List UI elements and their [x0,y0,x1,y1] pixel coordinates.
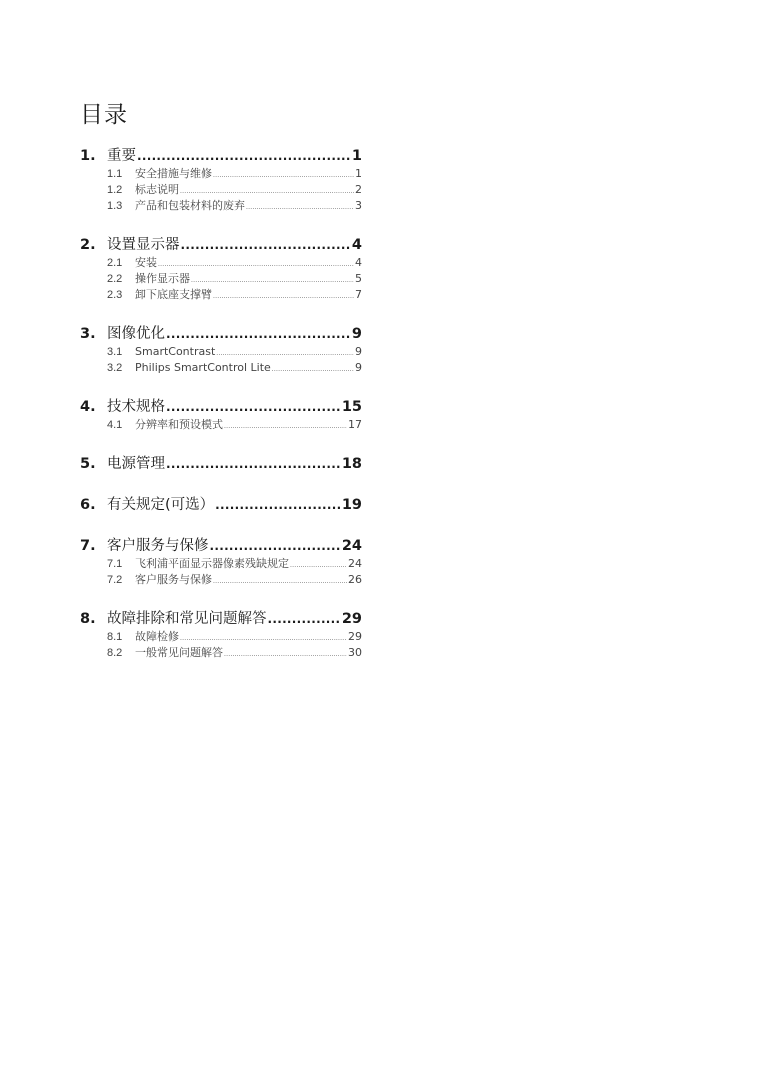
toc-entry[interactable] [80,536,362,556]
toc-subentry-page: 30 [348,646,362,659]
toc-subentry[interactable] [80,344,362,360]
toc-entry-page: 4 [351,237,362,253]
toc-entry[interactable] [80,454,362,474]
toc-subentry-number: 1.3 [107,200,123,212]
dot-leader [137,146,351,166]
dot-leader [213,289,354,305]
dot-leader [166,397,341,417]
toc-subentry[interactable] [80,645,362,661]
toc-entry[interactable] [80,146,362,166]
toc-entry-number: 5. [80,456,96,472]
toc-entry-number: 8. [80,611,96,627]
toc-entry[interactable] [80,609,362,629]
toc-subentry-number: 2.3 [107,289,123,301]
toc-subentry-title: Philips SmartControl Lite [135,361,271,374]
toc-entry-number: 6. [80,497,96,513]
toc-entry-title: 技术规格 [107,399,165,415]
toc-subentry-page: 3 [355,199,362,212]
toc-entry-title: 设置显示器 [107,237,180,253]
dot-leader [272,362,354,378]
toc-subentry-page: 9 [355,361,362,374]
toc-section [80,454,362,474]
toc-subentry-page: 26 [348,573,362,586]
toc-entry-page: 9 [351,326,362,342]
toc-subentry-title: 分辨率和预设模式 [135,418,223,431]
toc-subentry-title: 标志说明 [135,183,179,196]
toc-subentry-title: 安装 [135,256,157,269]
dot-leader [191,273,354,289]
toc-subentry-page: 7 [355,288,362,301]
toc-section [80,324,362,376]
dot-leader [246,200,354,216]
toc-section [80,146,362,214]
dot-leader [290,558,347,574]
toc-section [80,397,362,433]
toc-subentry[interactable] [80,287,362,303]
toc-subentry-number: 2.1 [107,257,123,269]
toc-subentry-title: SmartContrast [135,345,216,358]
toc-subentry-page: 24 [348,557,362,570]
toc-entry-number: 7. [80,538,96,554]
toc-subentry[interactable] [80,417,362,433]
toc-section [80,609,362,661]
toc-subentry-page: 1 [355,167,362,180]
toc-entry-title: 故障排除和常见问题解答 [107,611,267,627]
dot-leader [213,574,347,590]
dot-leader [215,495,341,515]
toc-entry-number: 2. [80,237,96,253]
toc-section [80,495,362,515]
toc-subentry-title: 故障检修 [135,630,179,643]
toc-subentry-number: 8.2 [107,647,123,659]
toc-entry-page: 18 [341,456,362,472]
toc-subentry-page: 9 [355,345,362,358]
toc-section [80,536,362,588]
toc-subentry-number: 7.1 [107,558,123,570]
toc-subentry[interactable] [80,629,362,645]
dot-leader [224,419,347,435]
toc-subentry-number: 3.2 [107,362,123,374]
toc-subentry-title: 产品和包装材料的废弃 [135,199,245,212]
toc-entry-title: 重要 [107,148,136,164]
toc-subentry-page: 2 [355,183,362,196]
toc-subentry-number: 8.1 [107,631,123,643]
toc-subentry-number: 1.2 [107,184,123,196]
toc-section [80,235,362,303]
toc-subentry-title: 飞利浦平面显示器像素残缺规定 [135,557,289,570]
toc-subentry-title: 操作显示器 [135,272,190,285]
toc-entry-page: 29 [341,611,362,627]
toc-entry[interactable] [80,397,362,417]
toc-subentry-title: 一般常见问题解答 [135,646,223,659]
toc-subentry[interactable] [80,255,362,271]
toc-subentry[interactable] [80,360,362,376]
dot-leader [166,454,341,474]
dot-leader [166,324,351,344]
toc-subentry[interactable] [80,166,362,182]
toc-subentry-title: 客户服务与保修 [135,573,212,586]
toc-entry-page: 24 [341,538,362,554]
dot-leader [213,168,354,184]
toc-entry-title: 电源管理 [107,456,165,472]
toc-subentry[interactable] [80,271,362,287]
table-of-contents [80,146,362,682]
toc-subentry-title: 安全措施与维修 [135,167,212,180]
toc-subentry[interactable] [80,198,362,214]
toc-entry-number: 1. [80,148,96,164]
dot-leader [210,536,341,556]
toc-entry-number: 4. [80,399,96,415]
toc-subentry-number: 2.2 [107,273,123,285]
toc-subentry-number: 1.1 [107,168,123,180]
dot-leader [268,609,341,629]
toc-subentry-title: 卸下底座支撑臂 [135,288,212,301]
toc-subentry-number: 3.1 [107,346,123,358]
toc-subentry-page: 17 [348,418,362,431]
toc-entry[interactable] [80,495,362,515]
toc-entry-title: 图像优化 [107,326,165,342]
toc-entry-title: 客户服务与保修 [107,538,209,554]
toc-subentry[interactable] [80,572,362,588]
toc-subentry-page: 4 [355,256,362,269]
toc-entry[interactable] [80,324,362,344]
toc-subentry[interactable] [80,182,362,198]
toc-entry-title: 有关规定(可选） [107,497,215,513]
toc-subentry-page: 29 [348,630,362,643]
toc-subentry-page: 5 [355,272,362,285]
toc-subentry-number: 7.2 [107,574,123,586]
dot-leader [224,647,347,663]
toc-subentry[interactable] [80,556,362,572]
toc-subentry-number: 4.1 [107,419,123,431]
toc-entry-page: 1 [351,148,362,164]
toc-entry-number: 3. [80,326,96,342]
toc-entry-page: 19 [341,497,362,513]
dot-leader [181,235,351,255]
toc-entry[interactable] [80,235,362,255]
page-title: 目录 [80,102,128,128]
toc-entry-page: 15 [341,399,362,415]
